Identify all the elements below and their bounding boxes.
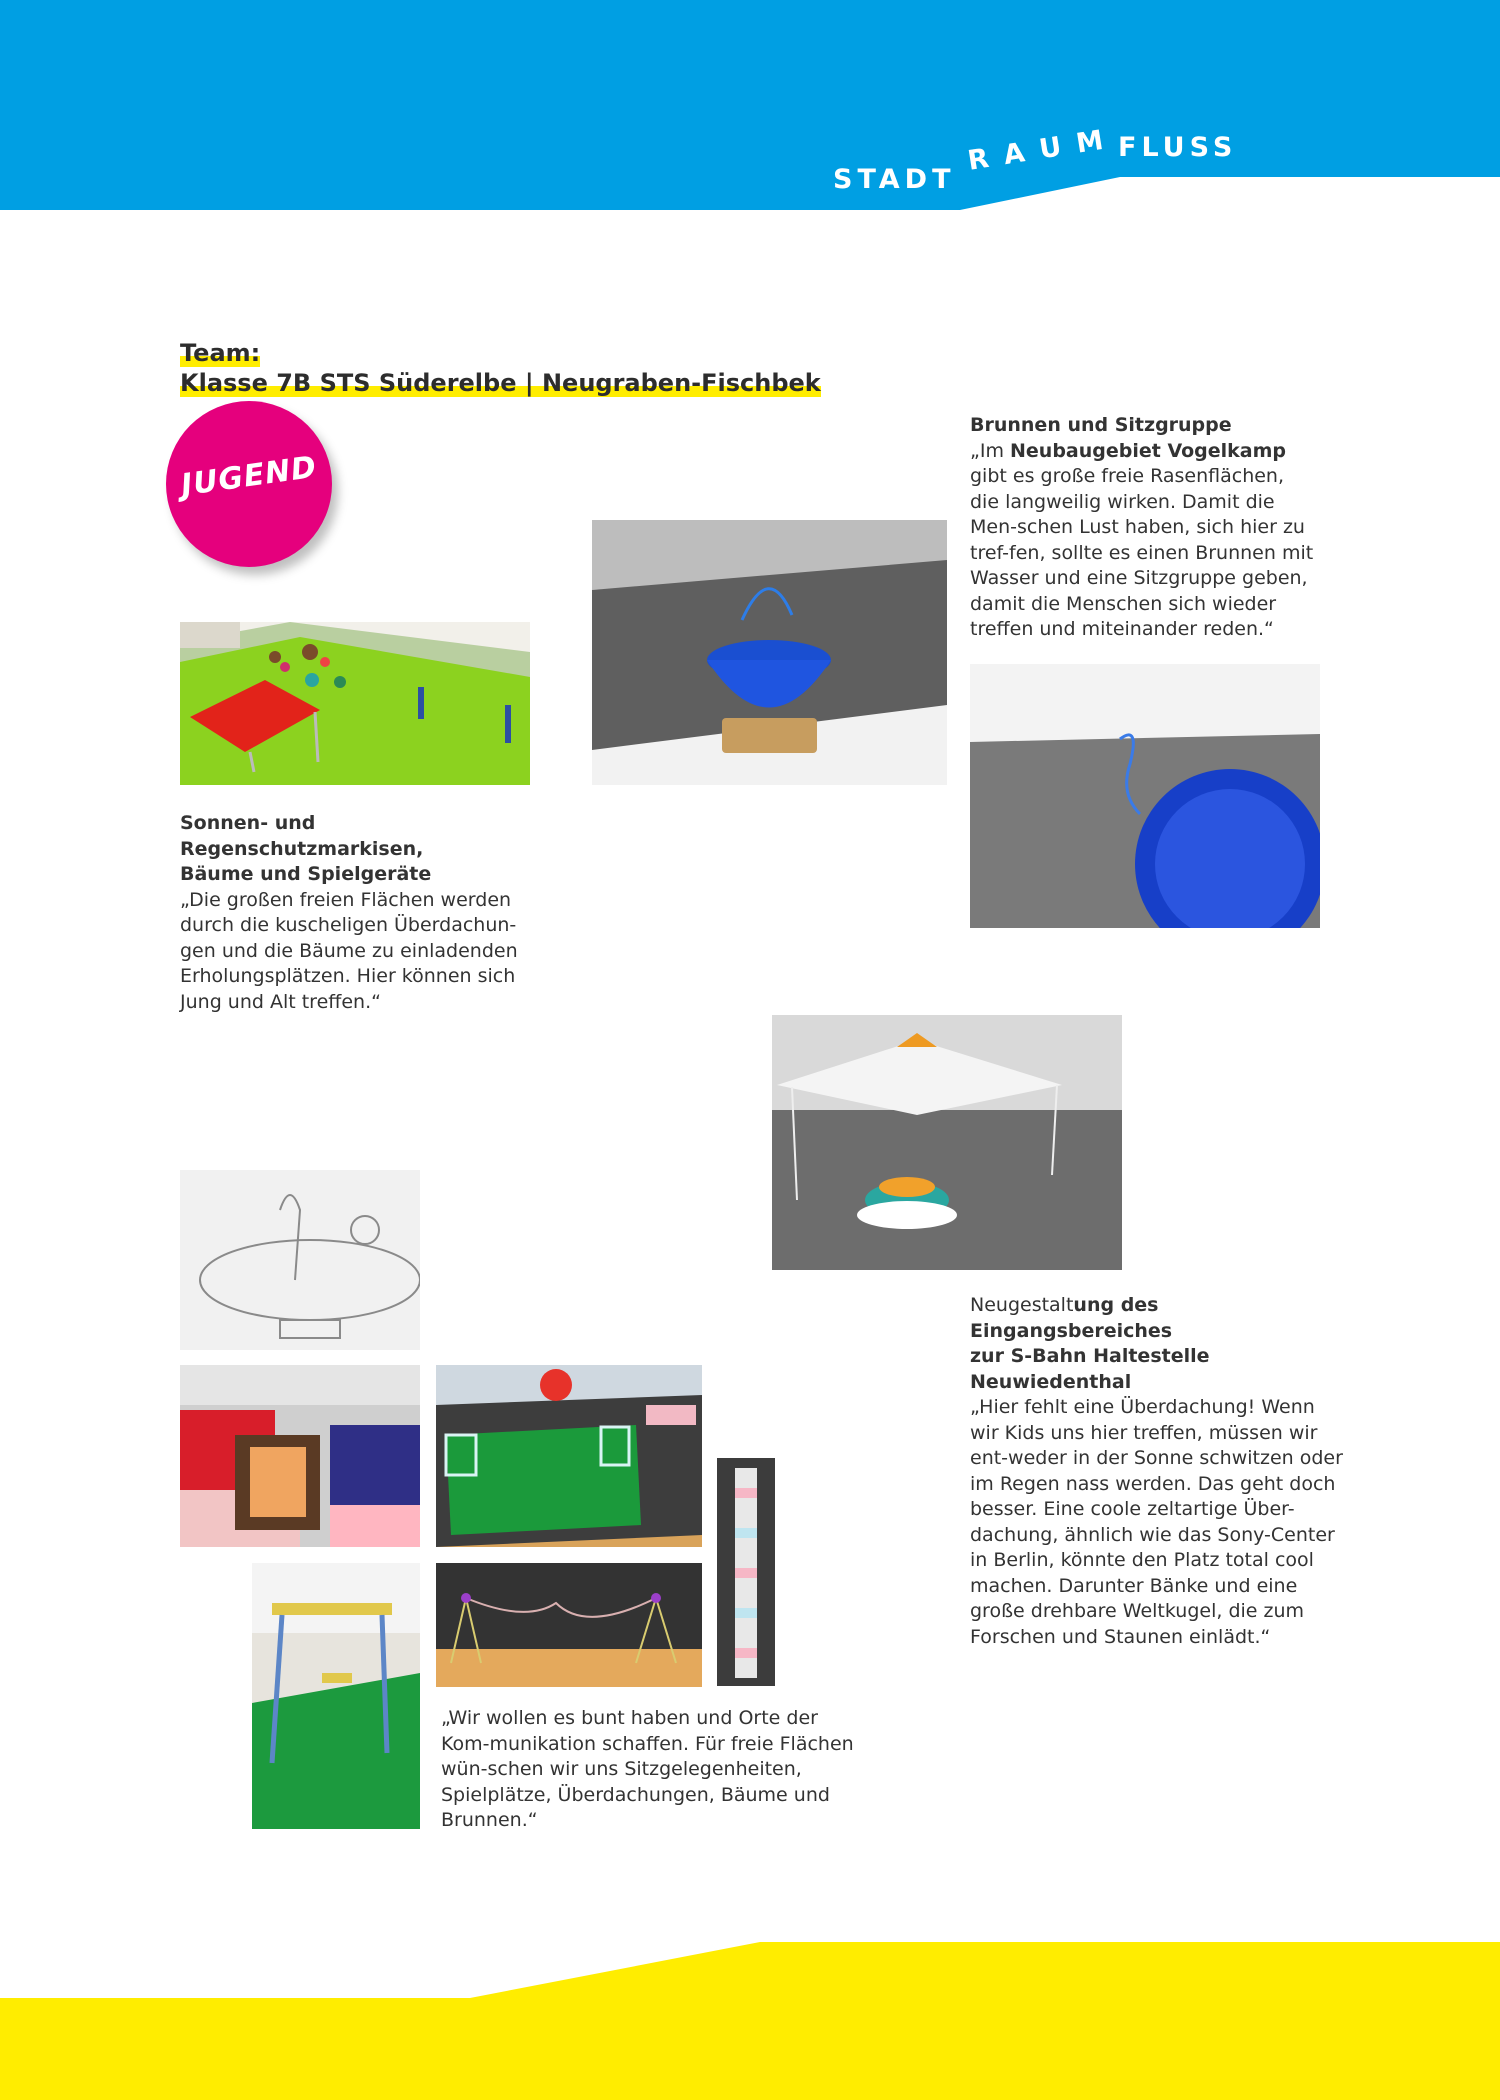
photo-colored-blocks (180, 1365, 420, 1547)
caption-markisen-title2: Bäume und Spielgeräte (180, 863, 432, 885)
team-name: Klasse 7B STS Süderelbe | Neugraben-Fischbek (180, 369, 821, 397)
top-blue-band (0, 0, 1500, 230)
caption-brunnen-quote: „Im Neubaugebiet Vogelkamp gibt es große freie Rasenflächen, die langweilig wirken. Damit die Men-schen Lust haben, sich hier zu tref-fen, sollte es einen Brunnen mit Wasser und eine Sitzgruppe geben, damit die Menschen sich wieder treffen und miteinander reden.“ (970, 439, 1314, 640)
photo-tensile-structure (436, 1563, 702, 1687)
brand-stadt: STADT (833, 164, 956, 195)
photo-model-canopy (180, 622, 530, 785)
brand-raum: R A U M (965, 124, 1109, 177)
caption-eingang-quote: „Hier fehlt eine Überdachung! Wenn wir Kids uns hier treffen, müssen wir ent-weder in der Sonne schwitzen oder im Regen nass werden. Das geht doch besser. Eine coole zeltartige Über-dachung, ähnlich wie das Sony-Center in Berlin, könnte den Platz total cool machen. Darunter Bänke und eine große drehbare Weltkugel, die zum Forschen und Staunen einlädt.“ (970, 1396, 1343, 1648)
caption-brunnen-title: Brunnen und Sitzgruppe (970, 414, 1232, 436)
photo-ladder-strip (717, 1458, 775, 1686)
brand-fluss: FLUSS (1118, 132, 1238, 163)
bottom-yellow-band (0, 1930, 1500, 2100)
caption-markisen-quote: „Die großen freien Flächen werden durch die kuscheligen Überdachun-gen und die Bäume zu einladenden Erholungsplätzen. Hier können sich Jung und Alt treffen.“ (180, 888, 518, 1013)
caption-eingang (970, 1293, 1345, 1650)
team-label: Team: (180, 339, 261, 367)
photo-swing-model (252, 1563, 420, 1829)
team-heading (180, 338, 880, 398)
caption-markisen (180, 811, 540, 1015)
photo-fountain-ball (970, 664, 1320, 928)
caption-bunt-quote: „Wir wollen es bunt haben und Orte der Kom-munikation schaffen. Für freie Flächen wün-schen wir uns Sitzgelegenheiten, Spielplätze, Überdachungen, Bäume und Brunnen.“ (441, 1707, 854, 1831)
caption-brunnen (970, 413, 1315, 643)
photo-football-pitch (436, 1365, 702, 1547)
caption-eingang-title1: Neugestaltung des Eingangsbereiches (970, 1294, 1173, 1342)
photo-fountain-bowl (592, 520, 947, 785)
caption-bunt (441, 1706, 871, 1834)
caption-markisen-title1: Sonnen- und Regenschutzmarkisen, (180, 812, 424, 860)
photo-tent-canopy (772, 1015, 1122, 1270)
jugend-badge-text: JUGEND (178, 449, 320, 504)
jugend-badge (166, 401, 332, 567)
caption-eingang-title2: zur S-Bahn Haltestelle Neuwiedenthal (970, 1345, 1210, 1393)
photo-sketch (180, 1170, 420, 1350)
